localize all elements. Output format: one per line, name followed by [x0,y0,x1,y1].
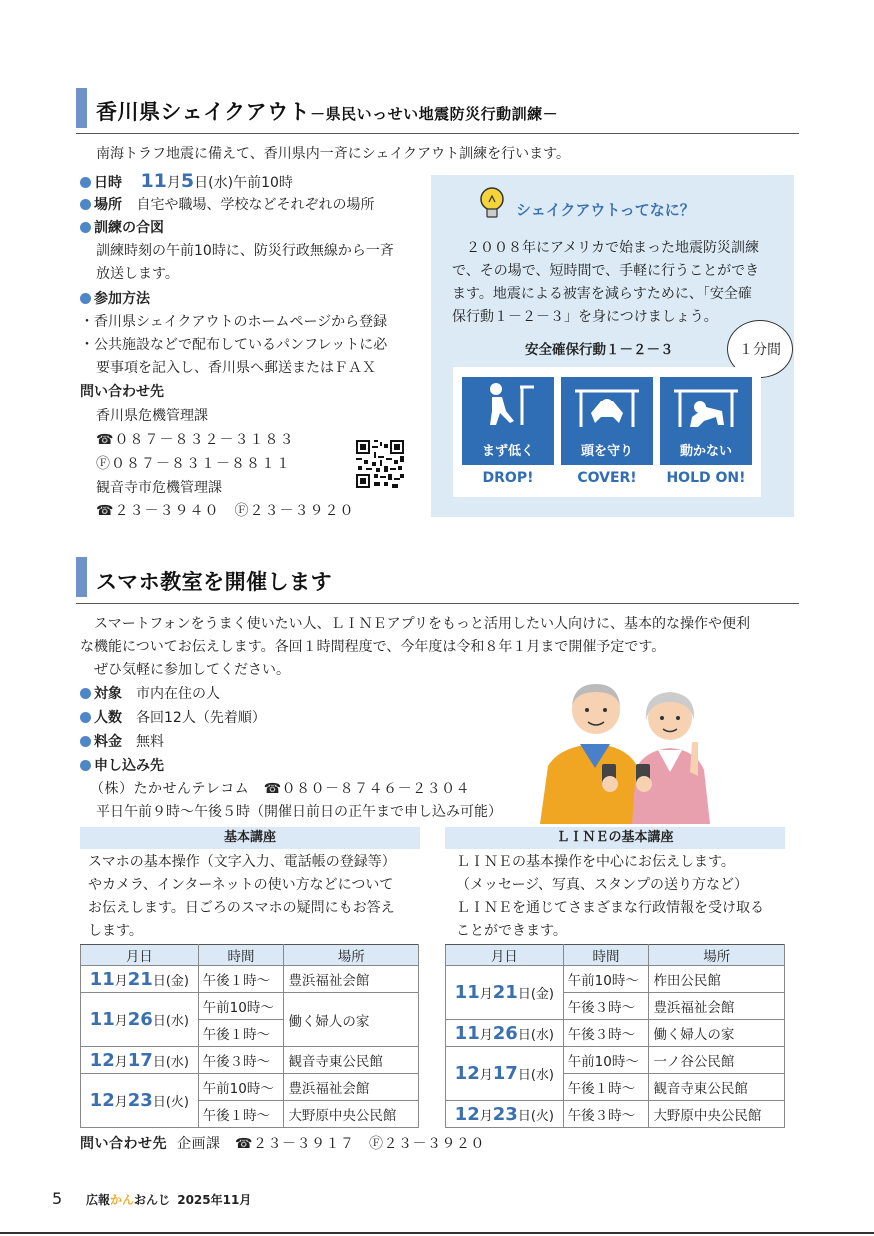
publication-name: 広報かんおんじ 2025年11月 [86,1193,252,1207]
step-label: 動かない [679,444,732,459]
target-row: 対象 市内在住の人 [80,683,220,705]
table-header-row [81,945,419,966]
time-cell: 午後３時～ [563,1101,649,1128]
time-cell: 午前10時～ [198,1074,284,1101]
date-row: 日時 11月5日(水)午前10時 [80,170,293,194]
bottom-contact: 問い合わせ先 企画課 ☎２３－３９１７ Ⓕ２３－３９２０ [80,1136,485,1152]
course-desc: お伝えします。日ごろのスマホの疑問にもお答え [88,900,395,916]
date-cell: 12月23日(火) [81,1074,199,1128]
place-cell: 観音寺東公民館 [649,1074,785,1101]
section-title: スマホ教室を開催します [96,570,333,594]
step-label: まず低く [481,444,534,459]
method-label: 参加方法 [80,288,150,310]
place-cell: 豊浜福祉会館 [284,966,419,993]
bullet-dot [80,688,91,699]
hold-on-icon [660,377,752,437]
infobox-body: ます。地震による被害を減らすために、「安全確 [452,286,752,302]
column-header: 月日 [446,945,564,966]
time-cell: 午後１時～ [563,1074,649,1101]
intro-text: な機能についてお伝えします。各回１時間程度で、今年度は令和８年１月まで開催予定です。 [80,639,666,655]
date-cell: 11月21日(金) [446,966,564,1020]
infobox-body: で、その場で、短時間で、手軽に行うことができ [452,263,760,279]
infobox-heading: シェイクアウトってなに？ [516,201,695,219]
line-schedule-table [445,944,785,1128]
bullet-dot [80,222,91,233]
place-cell: 働く婦人の家 [649,1020,785,1047]
date-cell: 11月26日(水) [81,993,199,1047]
footer-rule [0,1232,874,1234]
signal-text: 訓練時刻の午前10時に、防災行政無線から一斉 [96,243,394,259]
fee-row: 料金 無料 [80,731,164,753]
time-cell: 午後１時～ [198,966,284,993]
drop-icon [462,377,554,437]
bullet-dot [80,712,91,723]
contact-name: 香川県危機管理課 [96,408,208,424]
section-divider [76,603,799,604]
contact-label: 問い合わせ先 [80,384,164,400]
course-desc: スマホの基本操作（文字入力、電話帳の登録等） [88,854,396,870]
bullet-dot [80,736,91,747]
course-desc: ＬＩＮＥを通じてさまざまな行政情報を受け取る [456,900,764,916]
method-item: ・香川県シェイクアウトのホームページから登録 [80,314,388,330]
cover-icon [561,377,653,437]
time-cell: 午後１時～ [198,1101,284,1128]
place-cell: 豊浜福祉会館 [649,993,785,1020]
bullet-dot [80,177,91,188]
qr-code[interactable] [356,440,404,488]
date-cell: 12月17日(水) [81,1047,199,1074]
table-row [446,1101,785,1128]
basic-schedule-table [80,944,419,1128]
step-label: 頭を守り [580,444,633,459]
section-marker [76,557,87,597]
place-cell: 柞田公民館 [649,966,785,993]
date-cell: 12月23日(火) [446,1101,564,1128]
column-header: 時間 [198,945,284,966]
speech-bubble: １分間 [727,320,793,378]
method-item: 要事項を記入し、香川県へ郵送またはＦＡＸ [96,360,376,376]
course-desc: （メッセージ、写真、スタンプの送り方など） [456,877,749,893]
section-subtitle: －県民いっせい地震防災行動訓練－ [310,105,559,123]
column-header: 時間 [563,945,649,966]
drop-panel [462,377,554,465]
table-row [446,1020,785,1047]
table-row [446,966,785,993]
intro-text: ぜひ気軽に参加してください。 [80,662,290,678]
time-cell: 午後３時～ [198,1047,284,1074]
place-cell: 働く婦人の家 [284,993,419,1047]
hold-on-panel [660,377,752,465]
table-row [81,1047,419,1074]
time-cell: 午前10時～ [198,993,284,1020]
course-desc: します。 [88,923,143,939]
step-en-label: DROP! [482,470,534,486]
table-row [81,1074,419,1101]
section-title: 香川県シェイクアウト－県民いっせい地震防災行動訓練－ [96,100,559,124]
apply-hours: 平日午前９時～午後５時（開催日前日の正午まで申し込み可能） [96,804,502,820]
table-header-row [446,945,785,966]
date-cell: 11月21日(金) [81,966,199,993]
place-cell: 大野原中央公民館 [649,1101,785,1128]
signal-label: 訓練の合図 [80,217,164,239]
page-number: 5 [52,1189,63,1208]
course-desc: やカメラ、インターネットの使い方などについて [88,877,394,893]
place-cell: 大野原中央公民館 [284,1101,419,1128]
apply-label: 申し込み先 [80,755,164,777]
intro-text: 南海トラフ地震に備えて、香川県内一斉にシェイクアウト訓練を行います。 [96,146,571,162]
column-header: 場所 [284,945,419,966]
infobox-body: ２００８年にアメリカで始まった地震防災訓練 [452,240,760,256]
step-en-label: HOLD ON! [666,470,746,486]
intro-text: スマートフォンをうまく使いたい人、ＬＩＮＥアプリをもっと活用したい人向けに、基本的な操作や便利 [80,616,751,632]
place-cell: 観音寺東公民館 [284,1047,419,1074]
table-row [81,966,419,993]
column-header: 場所 [649,945,785,966]
table-row [446,1047,785,1074]
contact-tel-fax: ☎２３－３９４０ Ⓕ２３－３９２０ [96,503,355,519]
lightbulb-icon [478,186,506,222]
bullet-dot [80,760,91,771]
course-desc: ＬＩＮＥの基本操作を中心にお伝えします。 [456,854,735,870]
section-divider [76,133,799,134]
date-cell: 12月17日(水) [446,1047,564,1101]
signal-text: 放送します。 [96,266,179,282]
cover-panel [561,377,653,465]
date-cell: 11月26日(水) [446,1020,564,1047]
contact-name: 観音寺市危機管理課 [96,480,222,496]
bullet-dot [80,199,91,210]
course-desc: ことができます。 [456,923,567,939]
line-course-title: ＬＩＮＥの基本講座 [445,827,785,849]
time-cell: 午後３時～ [563,1020,649,1047]
apply-contact: （株）たかせんテレコム ☎０８０－８７４６－２３０４ [90,781,471,797]
place-row: 場所 自宅や職場、学校などそれぞれの場所 [80,194,374,216]
column-header: 月日 [81,945,199,966]
place-cell: 一ノ谷公民館 [649,1047,785,1074]
time-cell: 午後１時～ [198,1020,284,1047]
place-cell: 豊浜福祉会館 [284,1074,419,1101]
infobox-body: 保行動１－２－３」を身につけましょう。 [452,309,718,325]
contact-tel: ☎０８７－８３２－３１８３ [96,432,295,448]
time-cell: 午後３時～ [563,993,649,1020]
count-row: 人数 各回12人（先着順） [80,707,266,729]
method-item: ・公共施設などで配布しているパンフレットに必 [80,337,388,353]
seniors-smartphone-illustration [540,676,710,824]
time-cell: 午前10時～ [563,1047,649,1074]
safety-steps-caption: 安全確保行動１－２－３ [525,342,674,358]
basic-course-title: 基本講座 [80,827,420,849]
bullet-dot [80,293,91,304]
section-marker [76,88,87,128]
step-en-label: COVER! [577,470,637,486]
table-row [81,993,419,1020]
contact-fax: Ⓕ０８７－８３１－８８１１ [96,456,291,472]
time-cell: 午前10時～ [563,966,649,993]
